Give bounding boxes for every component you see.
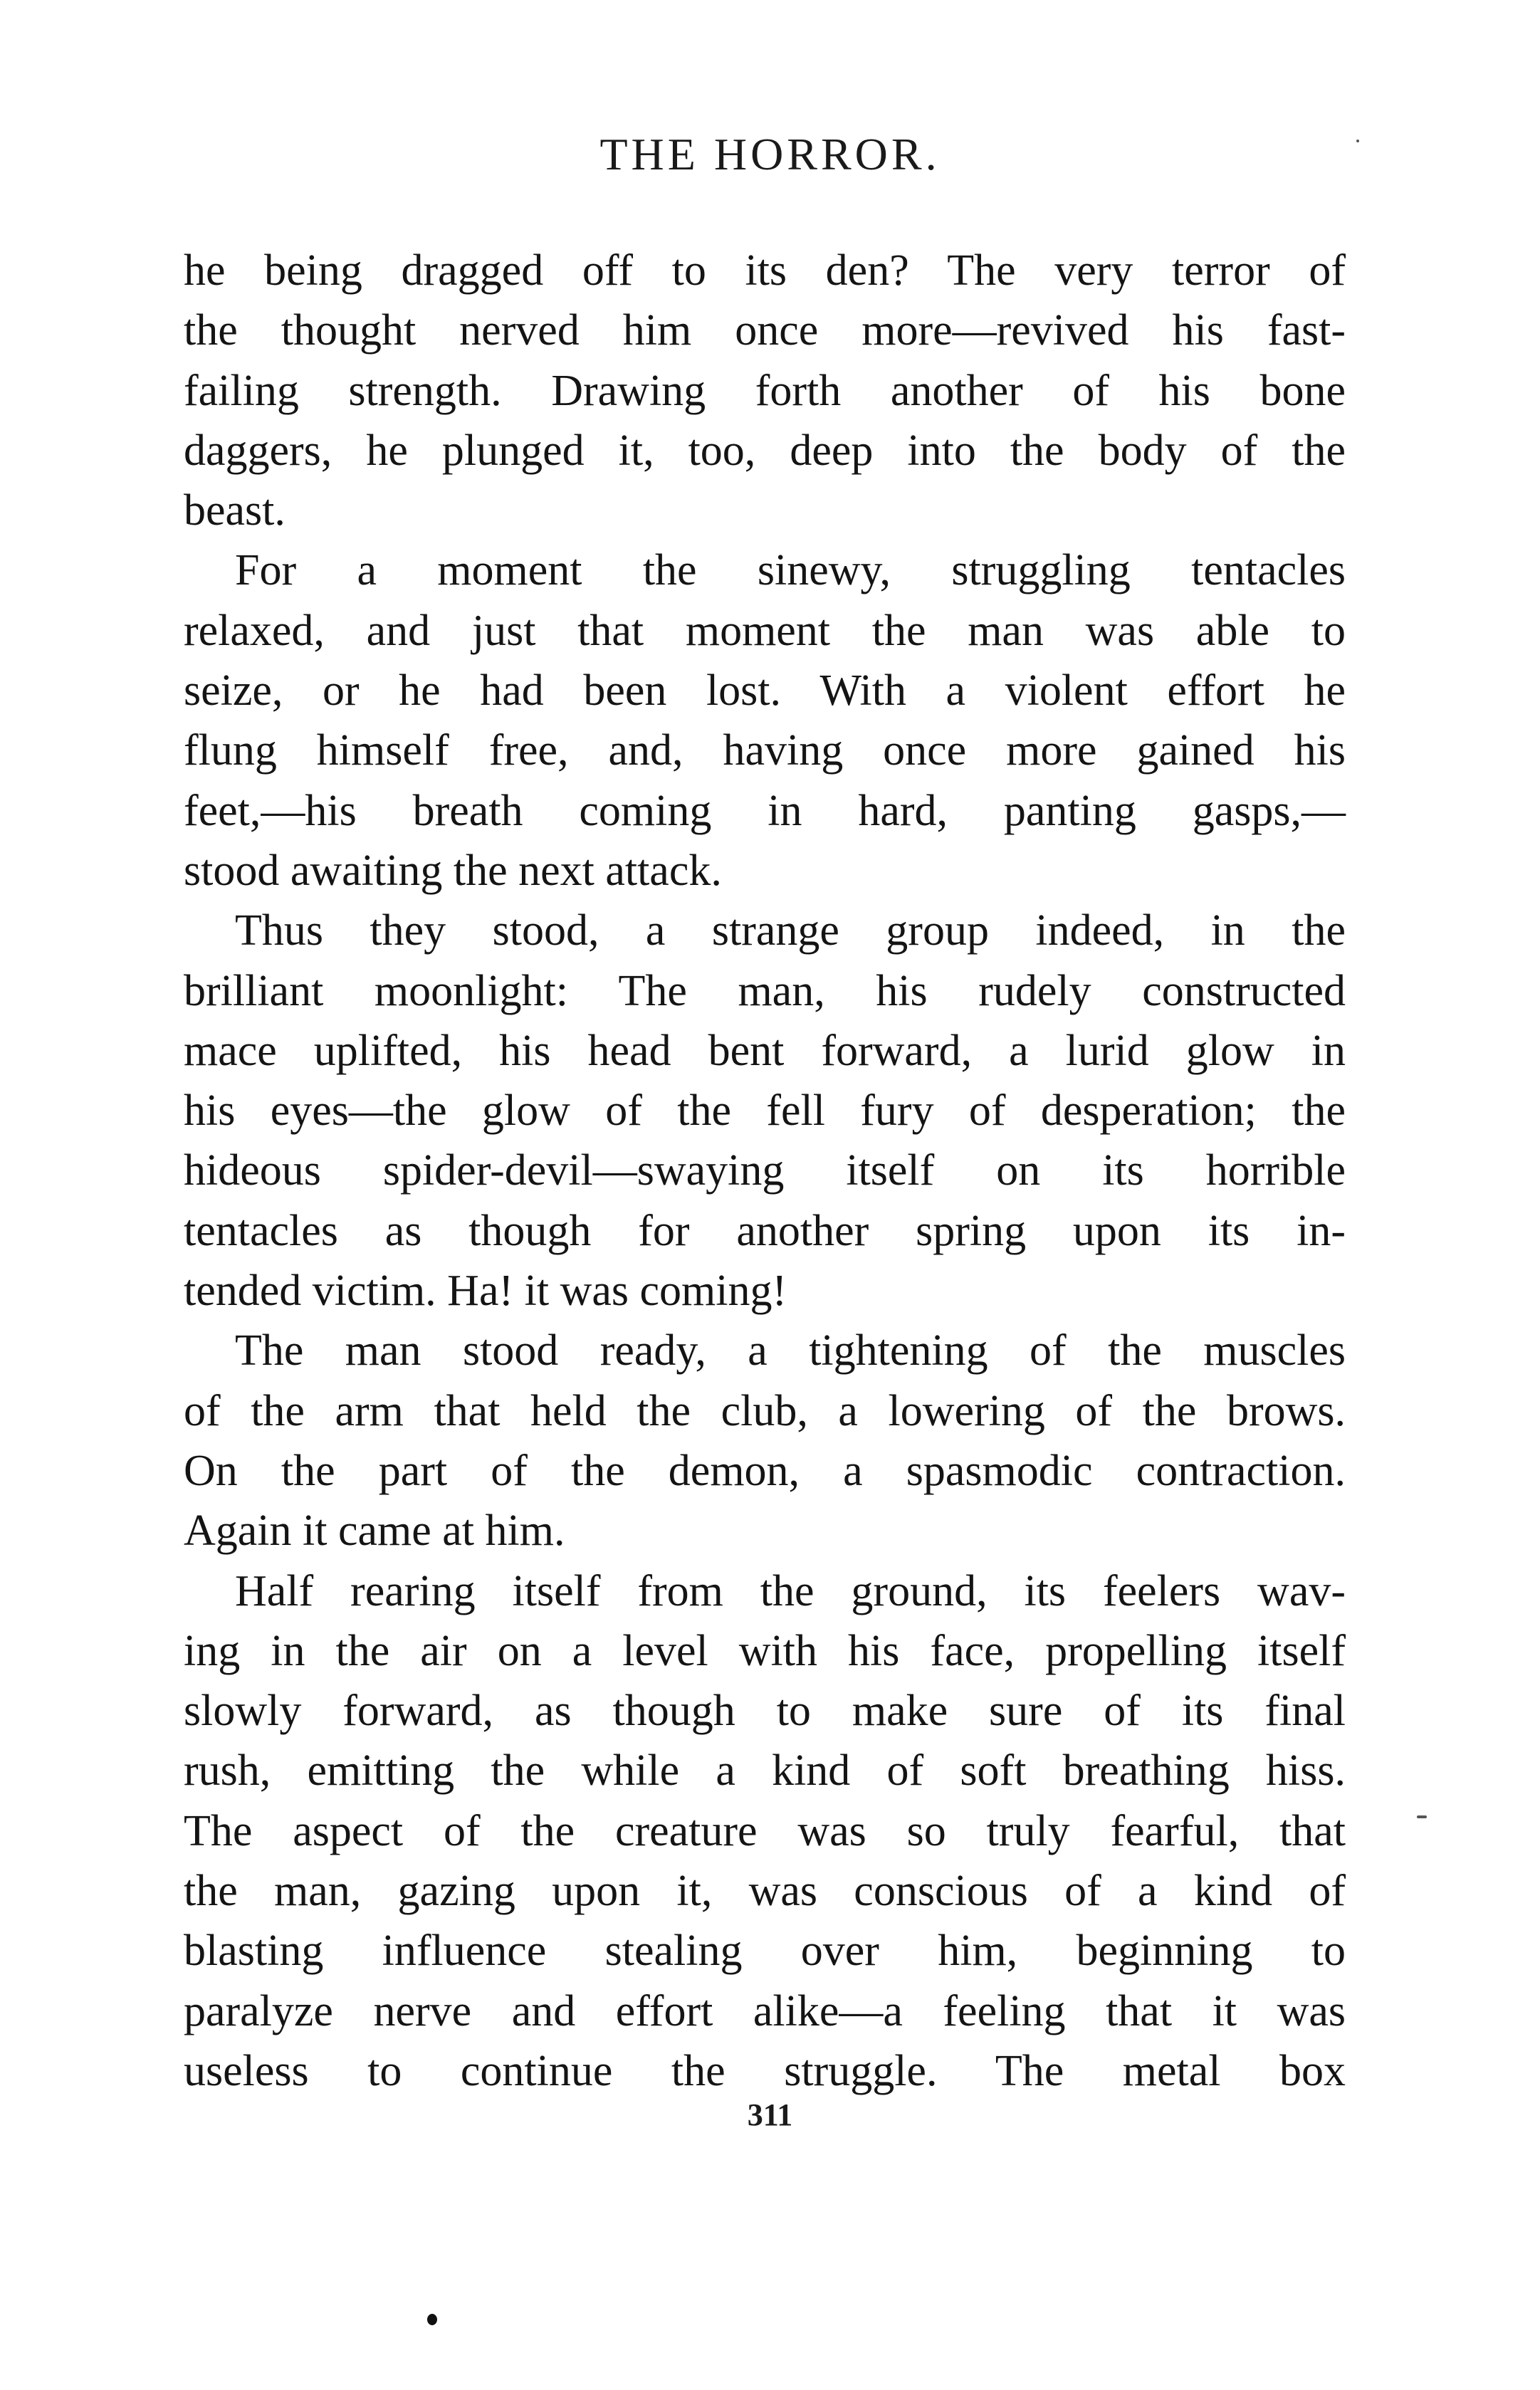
paragraph-start-line: For a moment the sinewy, struggling tentacles bbox=[235, 546, 1346, 595]
text-line: Again it came at him. bbox=[184, 1506, 565, 1556]
text-line: The aspect of the creature was so truly fearful, that bbox=[184, 1806, 1346, 1855]
text-line: seize, or he had been lost. With a violent effort he bbox=[184, 666, 1346, 716]
text-line: beast. bbox=[184, 486, 286, 535]
text-line: blasting influence stealing over him, beginning to bbox=[184, 1927, 1346, 1976]
text-line: the thought nerved him once more—revived his fast- bbox=[184, 306, 1346, 355]
text-line: useless to continue the struggle. The metal box bbox=[184, 2046, 1346, 2095]
text-line: tended victim. Ha! it was coming! bbox=[184, 1267, 787, 1316]
text-line: daggers, he plunged it, too, deep into the body of the bbox=[184, 426, 1346, 475]
text-line: he being dragged off to its den? The very terror of bbox=[184, 246, 1346, 295]
paragraph-start-line: Half rearing itself from the ground, its feelers wav- bbox=[235, 1566, 1346, 1615]
ink-speck bbox=[427, 2314, 437, 2325]
ink-speck bbox=[1417, 1815, 1427, 1818]
paragraph-start-line: Thus they stood, a strange group indeed, in the bbox=[235, 906, 1346, 955]
text-line: of the arm that held the club, a lowering of the brows. bbox=[184, 1386, 1346, 1435]
text-line: brilliant moonlight: The man, his rudely constructed bbox=[184, 966, 1346, 1015]
text-line: failing strength. Drawing forth another of his bone bbox=[184, 366, 1346, 415]
text-line: slowly forward, as though to make sure of its final bbox=[184, 1687, 1346, 1736]
text-line: paralyze nerve and effort alike—a feeling that it was bbox=[184, 1986, 1346, 2035]
text-line: his eyes—the glow of the fell fury of desperation; the bbox=[184, 1086, 1346, 1136]
text-line: On the part of the demon, a spasmodic contraction. bbox=[184, 1446, 1346, 1495]
text-line: tentacles as though for another spring upon its in- bbox=[184, 1206, 1346, 1255]
ink-speck bbox=[1356, 140, 1359, 142]
body-text bbox=[184, 241, 1346, 2101]
text-line: flung himself free, and, having once more gained his bbox=[184, 726, 1346, 775]
text-line: stood awaiting the next attack. bbox=[184, 846, 722, 895]
text-line: relaxed, and just that moment the man was able to bbox=[184, 606, 1346, 655]
paragraph-start-line: The man stood ready, a tightening of the muscles bbox=[235, 1326, 1346, 1375]
text-line: mace uplifted, his head bent forward, a lurid glow in bbox=[184, 1026, 1346, 1075]
page-number: 311 bbox=[747, 2097, 793, 2132]
text-line: the man, gazing upon it, was conscious of a kind of bbox=[184, 1867, 1346, 1916]
text-line: hideous spider-devil—swaying itself on its horrible bbox=[184, 1146, 1346, 1195]
text-line: ing in the air on a level with his face, propelling itself bbox=[184, 1626, 1346, 1675]
text-line: rush, emitting the while a kind of soft breathing hiss. bbox=[184, 1746, 1346, 1796]
text-line: feet,—his breath coming in hard, panting gasps,— bbox=[184, 786, 1346, 835]
running-head: THE HORROR. bbox=[599, 129, 941, 179]
